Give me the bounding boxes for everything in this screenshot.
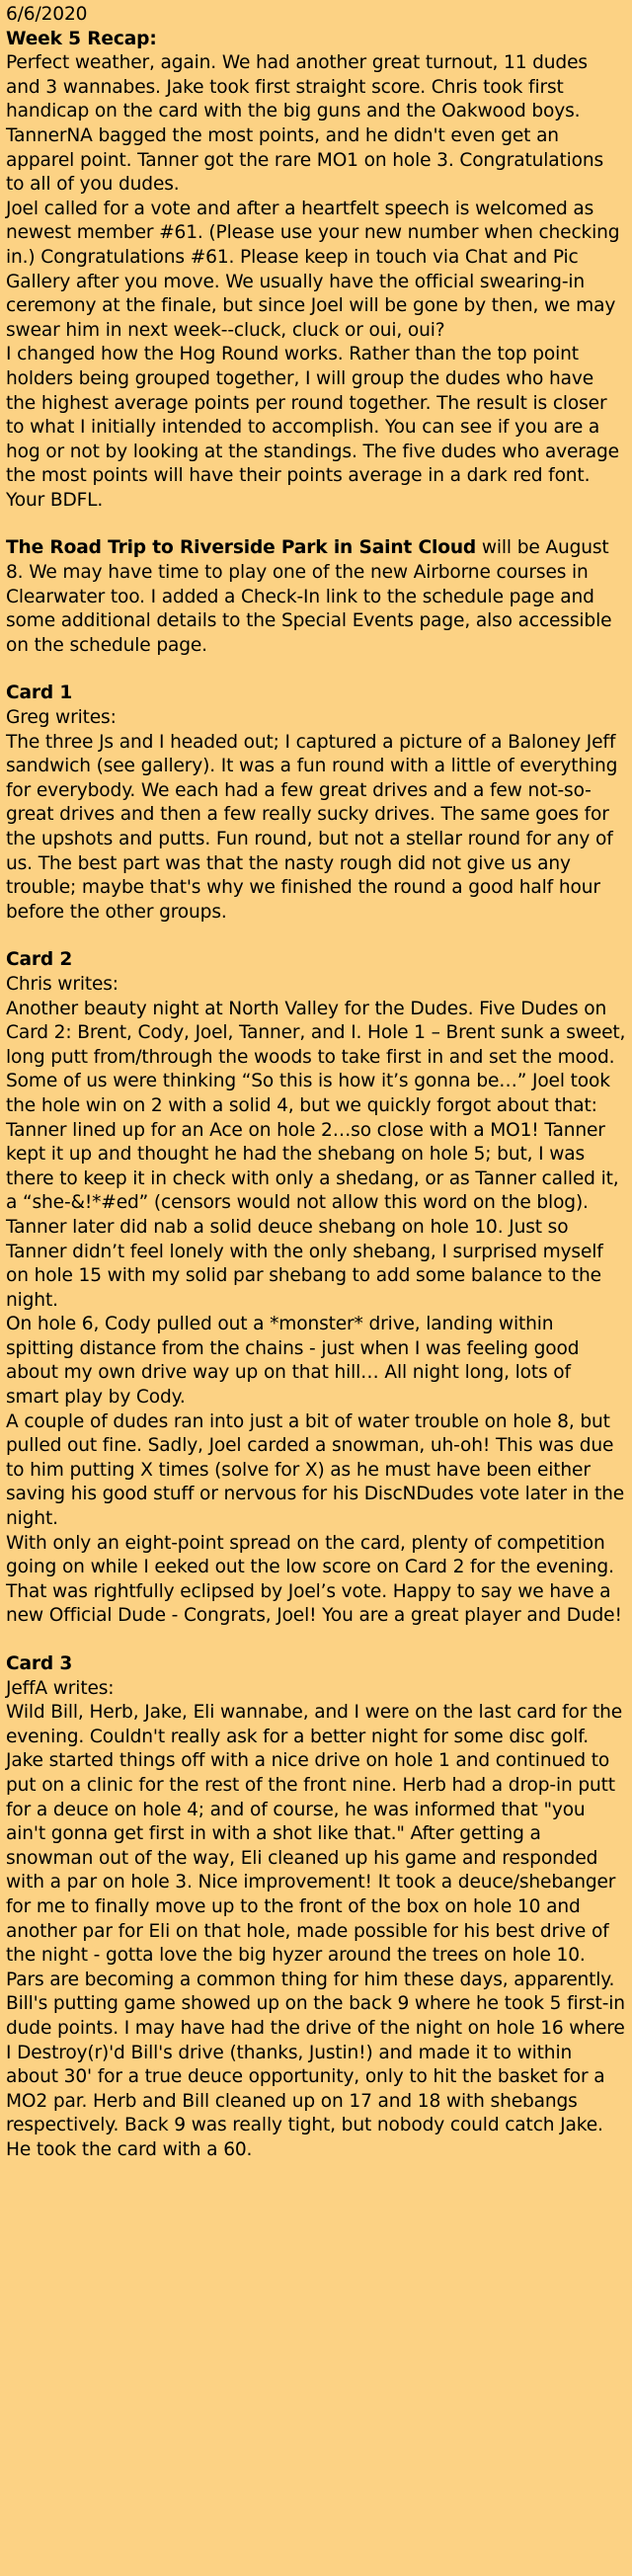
post-date: 6/6/2020 [6,4,88,25]
card-3-heading: Card 3 [6,1653,73,1674]
recap-paragraph-2: Joel called for a vote and after a heartfelt speech is welcomed as newest member #61. (Please use your new number when checking in.) Congratulations #61. Please keep in touch via Chat and Pic Gallery after you move. We usually have the official swearing-in ceremony at the finale, but since Joel will be gone by then, we may swear him in next week--cluck, cluck or oui, oui? [6,198,620,341]
card-2-paragraph-4: With only an eight-point spread on the card, plenty of competition going on while I eeked out the low score on Card 2 for the evening. That was rightfully eclipsed by Joel’s vote. Happy to say we have a new Official Dude - Congrats, Joel! You are a great player and Dude! [6,1532,622,1627]
card-1-author: Greg writes: [6,707,117,729]
spacer [6,925,626,948]
road-trip-link[interactable]: The Road Trip to Riverside Park in Saint Cloud [6,537,477,559]
spacer [6,513,626,536]
post-title: Week 5 Recap: [6,28,157,49]
card-3-author: JeffA writes: [6,1677,115,1699]
card-2-paragraph-2: On hole 6, Cody pulled out a *monster* drive, landing within spitting distance from the chains - just when I was feeling good about my own drive way up on that hill… All night long, lots of smart play by Cody. [6,1314,580,1409]
spacer [6,658,626,682]
card-1-heading: Card 1 [6,683,73,704]
card-2-author: Chris writes: [6,973,118,995]
recap-paragraph-3: I changed how the Hog Round works. Rather than the top point holders being grouped together, I will group the dudes who have the highest average points per round together. The result is closer to what I initially intended to accomplish. You can see if you are a hog or not by looking at the standings. The five dudes who average the most points will have their points average in a dark red font. Your BDFL. [6,344,619,511]
road-trip-paragraph [6,536,626,658]
recap-paragraph-1: Perfect weather, again. We had another great turnout, 11 dudes and 3 wannabes. Jake took first straight score. Chris took first handicap on the card with the big guns and the Oakwood boys. TannerNA bagged the most points, and he didn't even get an apparel point. Tanner got the rare MO1 on hole 3. Congratulations to all of you dudes. [6,52,604,196]
card-3-body: Wild Bill, Herb, Jake, Eli wannabe, and I were on the last card for the evening. Couldn't really ask for a better night for some disc golf. Jake started things off with a nice drive on hole 1 and continued to put on a clinic for the rest of the front nine. Herb had a drop-in putt for a deuce on hole 4; and of course, he was informed that "you ain't gonna get first in with a shot like that." After getting a snowman out of the way, Eli cleaned up his game and responded with a par on hole 3. Nice improvement! It took a deuce/shebanger for me to finally move up to the front of the box on hole 10 and another par for Eli on that hole, made possible for his best drive of the night - gotta love the big hyzer around the trees on hole 10. Pars are becoming a common thing for him these days, apparently. Bill's putting game showed up on the back 9 where he took 5 first-in dude points. I may have had the drive of the night on hole 16 where I Destroy(r)'d Bill's drive (thanks, Justin!) and made it to within about 30' for a true deuce opportunity, only to hit the basket for a MO2 par. Herb and Bill cleaned up on 17 and 18 with shebangs respectively. Back 9 was really tight, but nobody could catch Jake. He took the card with a 60. [6,1702,625,2160]
card-2-paragraph-1: Another beauty night at North Valley for the Dudes. Five Dudes on Card 2: Brent, Cody, Joel, Tanner, and I. Hole 1 – Brent sunk a sweet, long putt from/through the woods to take first in and set the mood. Some of us were thinking “So this is how it’s gonna be…” Joel took the hole win on 2 with a solid 4, but we quickly forgot about that: Tanner lined up for an Ace on hole 2…so close with a MO1! Tanner kept it up and thought he had the shebang on hole 5; but, I was there to keep it in check with only a shedang, or as Tanner called it, a “she-&!*#ed” (censors would not allow this word on the blog). Tanner later did nab a solid deuce shebang on hole 10. Just so Tanner didn’t feel lonely with the only shebang, I surprised myself on hole 15 with my solid par shebang to add some balance to the night. [6,998,626,1311]
spacer [6,1629,626,1652]
card-2-paragraph-3: A couple of dudes ran into just a bit of water trouble on hole 8, but pulled out fine. Sadly, Joel carded a snowman, uh-oh! This was due to him putting X times (solve for X) as he must have been either saving his good stuff or nervous for his DiscNDudes vote later in the night. [6,1410,625,1530]
card-2-heading: Card 2 [6,949,73,971]
road-trip-text: will be August 8. We may have time to play one of the new Airborne courses in Clearwater too. I added a Check-In link to the schedule page and some additional details to the Special Events page, also accessible on the schedule page. [6,537,612,656]
card-1-body: The three Js and I headed out; I captured a picture of a Baloney Jeff sandwich (see gallery). It was a fun round with a little of everything for everybody. We each had a few great drives and a few not-so-great drives and then a few really sucky drives. The same goes for the upshots and putts. Fun round, but not a stellar round for any of us. The best part was that the nasty rough did not give us any trouble; maybe that's why we finished the round a good half hour before the other groups. [6,731,618,923]
